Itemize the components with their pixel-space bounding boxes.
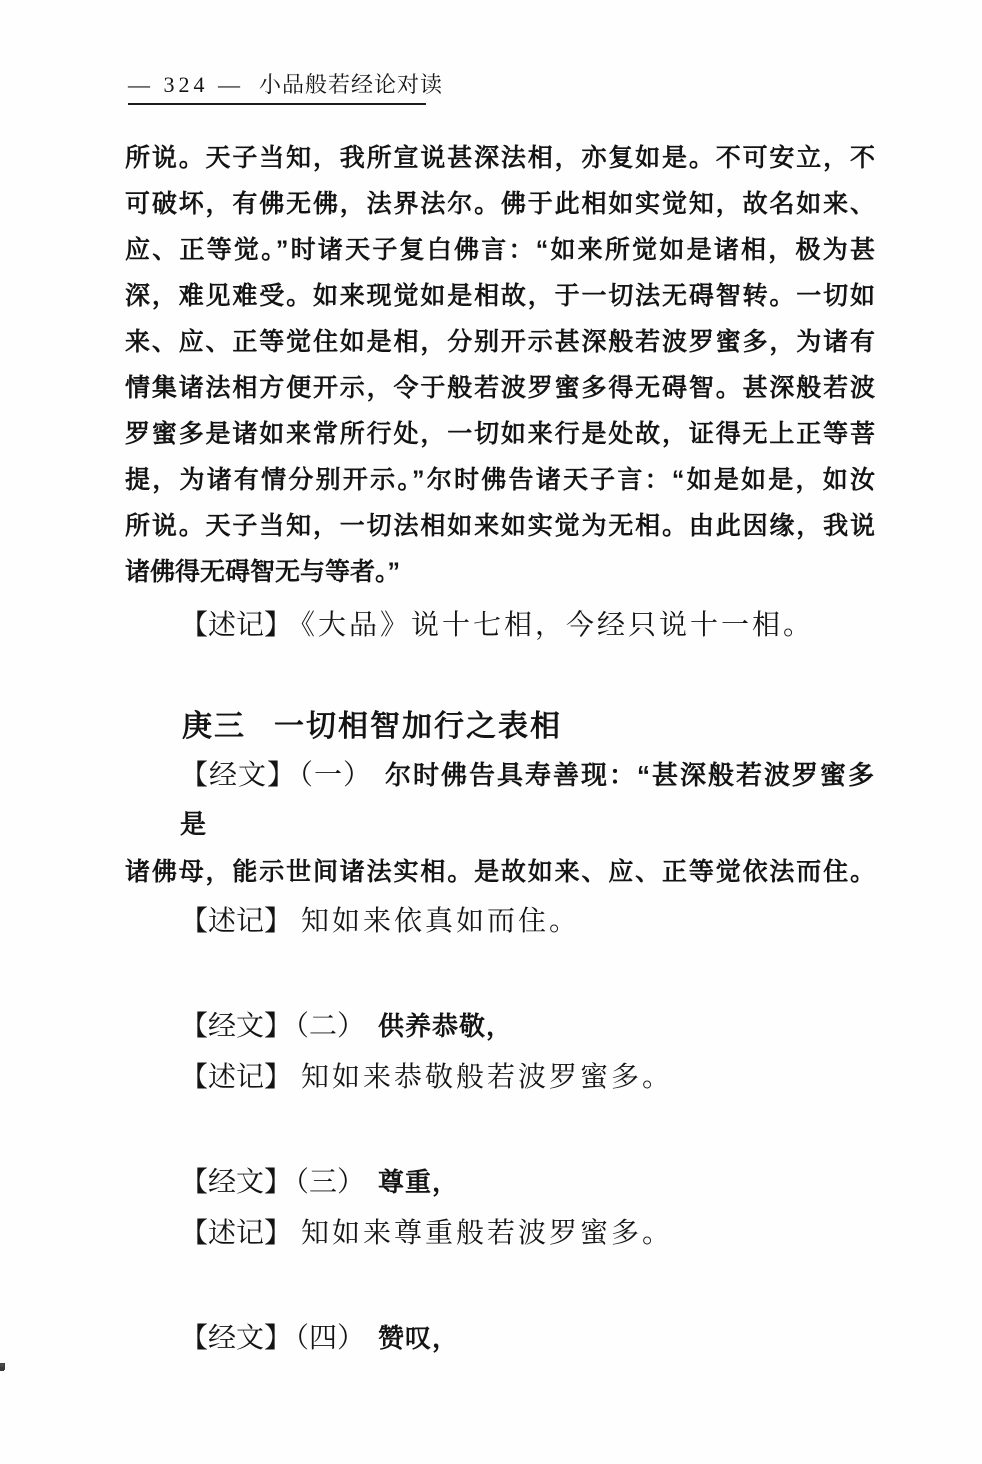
jingwen-label: 【经文】 xyxy=(180,1167,293,1198)
sutra-line: 罗蜜多是诸如来常所行处，一切如来行是处故，证得无上正等菩 xyxy=(125,420,875,448)
jingwen-number: （一） xyxy=(299,760,372,791)
shuji-text: 知如来恭敬般若波罗蜜多。 xyxy=(301,1062,674,1093)
shuji-text: 知如来依真如而住。 xyxy=(301,906,581,937)
sutra-line: 来、应、正等觉住如是相，分别开示甚深般若波罗蜜多，为诸有 xyxy=(125,328,875,356)
sutra-line: 诸佛得无碍智无与等者。” xyxy=(125,558,401,586)
shuji-label: 【述记】 xyxy=(180,610,293,641)
shuji-note-3 xyxy=(125,1211,875,1257)
jingwen-number: （二） xyxy=(295,1011,366,1042)
jingwen-text: 尊重， xyxy=(378,1167,460,1197)
running-title: 小品般若经论对读 xyxy=(259,72,444,97)
shuji-label: 【述记】 xyxy=(180,906,293,937)
shuji-text: 知如来尊重般若波罗蜜多。 xyxy=(301,1218,674,1249)
page-body xyxy=(125,135,875,1363)
shuji-label: 【述记】 xyxy=(180,1062,293,1093)
page-number: — 324 — xyxy=(128,72,244,97)
jingwen-number: （四） xyxy=(295,1323,366,1354)
section-title: 一切相智加行之表相 xyxy=(274,710,562,743)
jingwen-block-1 xyxy=(125,751,875,849)
shuji-note-1 xyxy=(125,899,875,945)
jingwen-block-4 xyxy=(125,1314,875,1363)
jingwen-text: 赞叹， xyxy=(378,1323,460,1353)
jingwen-text: 供养恭敬， xyxy=(378,1011,514,1041)
jingwen-block-3 xyxy=(125,1158,875,1207)
page-header xyxy=(128,72,444,105)
jingwen-label: 【经文】 xyxy=(180,760,296,791)
sutra-line: 所说。天子当知，我所宣说甚深法相，亦复如是。不可安立，不 xyxy=(125,144,875,172)
sutra-line: 可破坏，有佛无佛，法界法尔。佛于此相如实觉知，故名如来、 xyxy=(125,190,875,218)
jingwen-block-2 xyxy=(125,1002,875,1051)
shuji-note-2 xyxy=(125,1055,875,1101)
sutra-line: 深，难见难受。如来现觉如是相故，于一切法无碍智转。一切如 xyxy=(125,282,875,310)
shuji-label: 【述记】 xyxy=(180,1218,293,1249)
shuji-note-dapin xyxy=(125,603,875,649)
jingwen-label: 【经文】 xyxy=(180,1323,293,1354)
scan-artifact xyxy=(0,1363,4,1367)
section-number: 庚三 xyxy=(182,710,246,743)
sutra-line: 应、正等觉。”时诸天子复白佛言：“如来所觉如是诸相，极为甚 xyxy=(125,236,875,264)
sutra-line: 提，为诸有情分别开示。”尔时佛告诸天子言：“如是如是，如汝 xyxy=(125,466,875,494)
jingwen-text: 尔时佛告具寿善现：“甚深般若波罗蜜多是 xyxy=(180,760,875,839)
section-heading xyxy=(125,703,875,751)
sutra-line: 所说。天子当知，一切法相如来如实觉为无相。由此因缘，我说 xyxy=(125,512,875,540)
jingwen-number: （三） xyxy=(295,1167,366,1198)
sutra-paragraph xyxy=(125,135,875,595)
jingwen-label: 【经文】 xyxy=(180,1011,293,1042)
shuji-text: 《大品》说十七相，今经只说十一相。 xyxy=(301,610,815,641)
jingwen-continuation-line: 诸佛母，能示世间诸法实相。是故如来、应、正等觉依法而住。 xyxy=(125,858,875,886)
sutra-line: 情集诸法相方便开示，令于般若波罗蜜多得无碍智。甚深般若波 xyxy=(125,374,875,402)
